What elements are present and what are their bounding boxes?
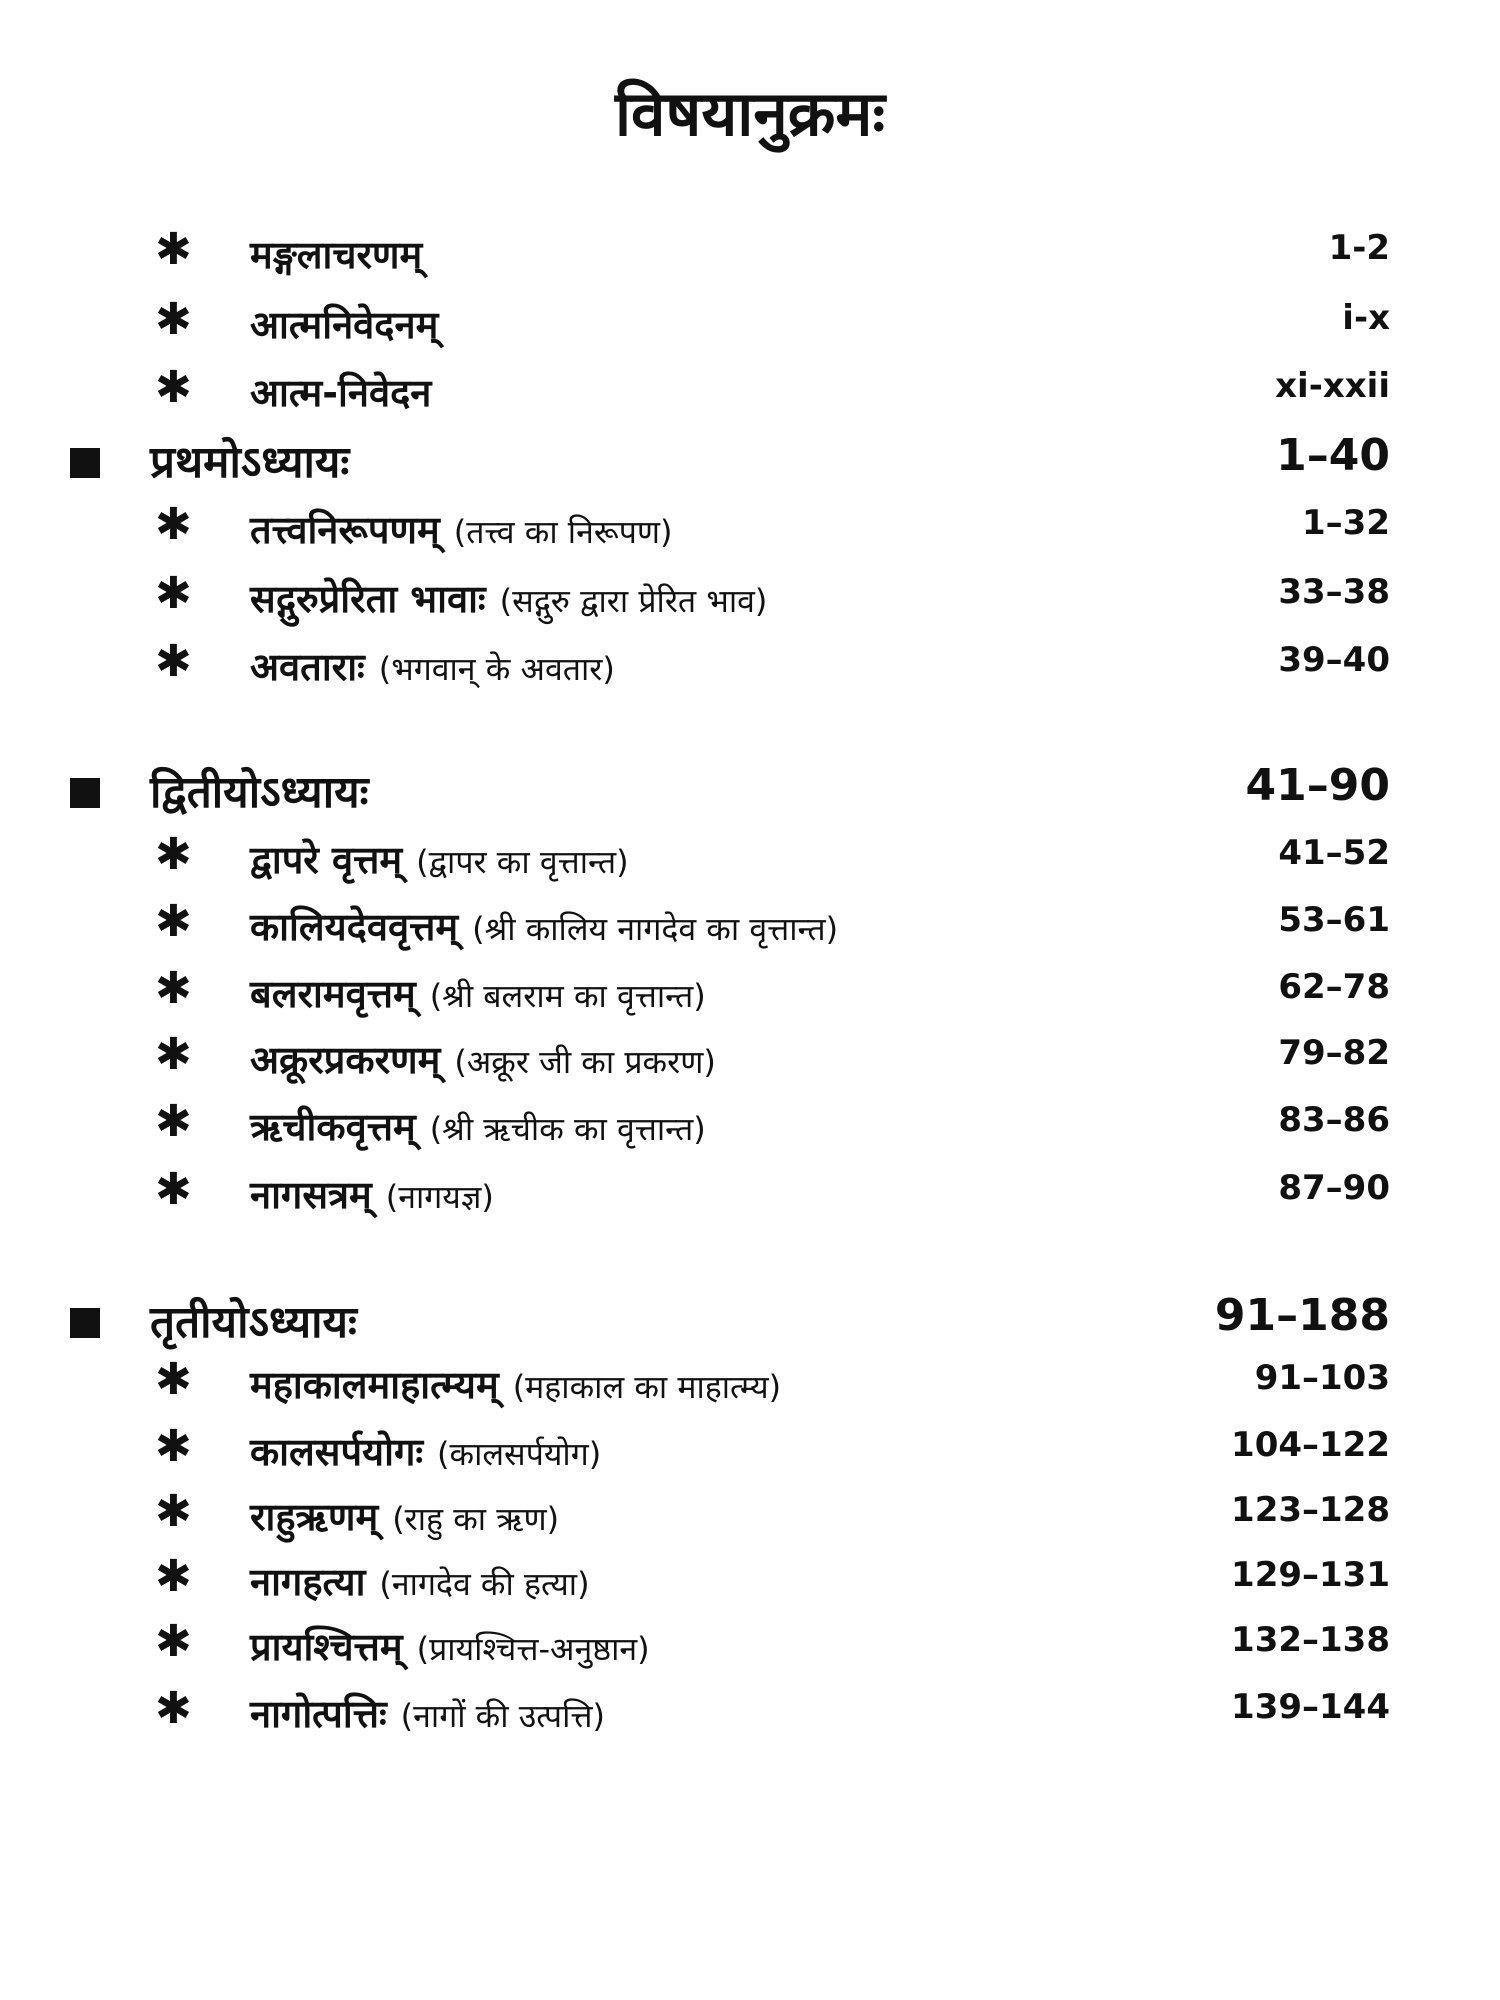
page-range: 1–40: [1276, 430, 1390, 481]
entry-gloss: (नागयज्ञ): [385, 1178, 494, 1216]
entry-gloss: (तत्त्व का निरूपण): [453, 513, 673, 551]
asterisk-bullet-icon: ✱: [155, 1096, 192, 1147]
toc-entry: [0, 1354, 1500, 1424]
entry-label: [250, 833, 629, 885]
entry-title: नागोत्पत्तिः: [250, 1692, 387, 1736]
entry-gloss: (श्री ऋचीक का वृत्तान्त): [429, 1110, 706, 1148]
entry-label: [250, 1358, 781, 1410]
entry-gloss: (द्वापर का वृत्तान्त): [416, 843, 629, 881]
asterisk-bullet-icon: ✱: [155, 896, 192, 947]
chapter-title: द्वितीयोऽध्यायः: [150, 767, 369, 818]
asterisk-bullet-icon: ✱: [155, 963, 192, 1014]
entry-title: अवताराः: [250, 645, 365, 689]
entry-title: महाकालमाहात्म्यम्: [250, 1363, 499, 1407]
page-range: 139–144: [1231, 1687, 1390, 1727]
asterisk-bullet-icon: ✱: [155, 294, 192, 345]
entry-title: आत्म-निवेदन: [250, 371, 432, 415]
entry-label: [250, 1555, 590, 1607]
page-range: 33–38: [1278, 572, 1390, 612]
entry-label: [250, 366, 431, 418]
asterisk-bullet-icon: ✱: [155, 1421, 192, 1472]
toc-entry: [0, 963, 1500, 1033]
entry-gloss: (नागों की उत्पत्ति): [400, 1697, 605, 1735]
entry-label: [250, 900, 838, 952]
toc-entry: [0, 1029, 1500, 1099]
entry-title: मङ्गलाचरणम्: [250, 233, 423, 277]
toc-entry: [0, 1683, 1500, 1753]
asterisk-bullet-icon: ✱: [155, 1683, 192, 1734]
page-range: 129–131: [1231, 1555, 1390, 1595]
entry-gloss: (प्रायश्चित्त-अनुष्ठान): [416, 1630, 650, 1668]
asterisk-bullet-icon: ✱: [155, 1486, 192, 1537]
toc-entry: [0, 568, 1500, 638]
entry-label: [250, 572, 767, 624]
entry-label: [250, 1490, 559, 1542]
page-range: 62–78: [1278, 967, 1390, 1007]
entry-title: नागहत्या: [250, 1560, 366, 1604]
entry-label: [250, 503, 673, 555]
entry-gloss: (राहु का ऋण): [392, 1500, 560, 1538]
page-range: 39–40: [1278, 640, 1390, 680]
entry-gloss: (श्री बलराम का वृत्तान्त): [429, 977, 706, 1015]
page-range: i-x: [1342, 298, 1390, 338]
page-title: विषयानुक्रमः: [614, 77, 885, 150]
page-range: xi-xxii: [1275, 366, 1390, 406]
asterisk-bullet-icon: ✱: [155, 1551, 192, 1602]
page-range: 41–52: [1278, 833, 1390, 873]
toc-entry: [0, 499, 1500, 569]
square-bullet-icon: [70, 448, 100, 478]
chapter-title: तृतीयोऽध्यायः: [150, 1297, 357, 1348]
entry-title: राहुऋणम्: [250, 1495, 379, 1539]
entry-gloss: (श्री कालिय नागदेव का वृत्तान्त): [472, 910, 839, 948]
asterisk-bullet-icon: ✱: [155, 1354, 192, 1405]
toc-entry: [0, 224, 1500, 294]
toc-entry: [0, 829, 1500, 899]
asterisk-bullet-icon: ✱: [155, 224, 192, 275]
toc-entry: [0, 1421, 1500, 1491]
page-range: 132–138: [1231, 1620, 1390, 1660]
page-range: 41–90: [1245, 760, 1390, 811]
toc-entry: [0, 1096, 1500, 1166]
asterisk-bullet-icon: ✱: [155, 1029, 192, 1080]
entry-label: [250, 640, 615, 692]
entry-title: तत्त्वनिरूपणम्: [250, 508, 440, 552]
page-range: 91–188: [1214, 1290, 1390, 1341]
entry-gloss: (महाकाल का माहात्म्य): [512, 1368, 782, 1406]
entry-label: [250, 228, 422, 280]
toc-entry: [0, 294, 1500, 364]
entry-label: [250, 1033, 716, 1085]
entry-title: नागसत्रम्: [250, 1173, 372, 1217]
entry-title: कालियदेववृत्तम्: [250, 905, 459, 949]
asterisk-bullet-icon: ✱: [155, 1616, 192, 1667]
page-range: 83–86: [1278, 1100, 1390, 1140]
entry-title: बलरामवृत्तम्: [250, 972, 416, 1016]
entry-label: [250, 298, 438, 350]
chapter-row: [0, 430, 1500, 496]
asterisk-bullet-icon: ✱: [155, 829, 192, 880]
toc-entry: [0, 636, 1500, 706]
chapter-title: प्रथमोऽध्यायः: [150, 437, 350, 488]
entry-label: [250, 1425, 601, 1477]
entry-gloss: (अक्रूर जी का प्रकरण): [454, 1043, 716, 1081]
entry-title: द्वापरे वृत्तम्: [250, 838, 403, 882]
toc-entry: [0, 1616, 1500, 1686]
entry-gloss: (नागदेव की हत्या): [379, 1565, 590, 1603]
page-range: 53–61: [1278, 900, 1390, 940]
entry-label: [250, 1620, 650, 1672]
entry-title: प्रायश्चित्तम्: [250, 1625, 403, 1669]
entry-title: सद्गुरुप्रेरिता भावाः: [250, 577, 486, 621]
entry-label: [250, 1168, 494, 1220]
entry-label: [250, 1100, 706, 1152]
toc-entry: [0, 1551, 1500, 1621]
entry-label: [250, 1687, 605, 1739]
asterisk-bullet-icon: ✱: [155, 568, 192, 619]
page-range: 91–103: [1254, 1358, 1390, 1398]
asterisk-bullet-icon: ✱: [155, 636, 192, 687]
entry-title: ऋचीकवृत्तम्: [250, 1105, 416, 1149]
entry-title: कालसर्पयोगः: [250, 1430, 424, 1474]
page-range: 79–82: [1278, 1033, 1390, 1073]
entry-gloss: (भगवान् के अवतार): [378, 650, 615, 688]
toc-entry: [0, 362, 1500, 432]
toc-entry: [0, 1486, 1500, 1556]
page-range: 87–90: [1278, 1168, 1390, 1208]
entry-gloss: (कालसर्पयोग): [437, 1435, 602, 1473]
page-range: 1–32: [1302, 503, 1390, 543]
toc-entry: [0, 1164, 1500, 1234]
page-range: 104–122: [1231, 1425, 1390, 1465]
entry-title: आत्मनिवेदनम्: [250, 303, 439, 347]
entry-gloss: (सद्गुरु द्वारा प्रेरित भाव): [499, 582, 768, 620]
square-bullet-icon: [70, 1308, 100, 1338]
asterisk-bullet-icon: ✱: [155, 499, 192, 550]
asterisk-bullet-icon: ✱: [155, 362, 192, 413]
asterisk-bullet-icon: ✱: [155, 1164, 192, 1215]
page-range: 123–128: [1231, 1490, 1390, 1530]
toc-entry: [0, 896, 1500, 966]
chapter-row: [0, 1290, 1500, 1356]
square-bullet-icon: [70, 778, 100, 808]
chapter-row: [0, 760, 1500, 826]
entry-title: अक्रूरप्रकरणम्: [250, 1038, 441, 1082]
page-range: 1-2: [1328, 228, 1390, 268]
entry-label: [250, 967, 706, 1019]
